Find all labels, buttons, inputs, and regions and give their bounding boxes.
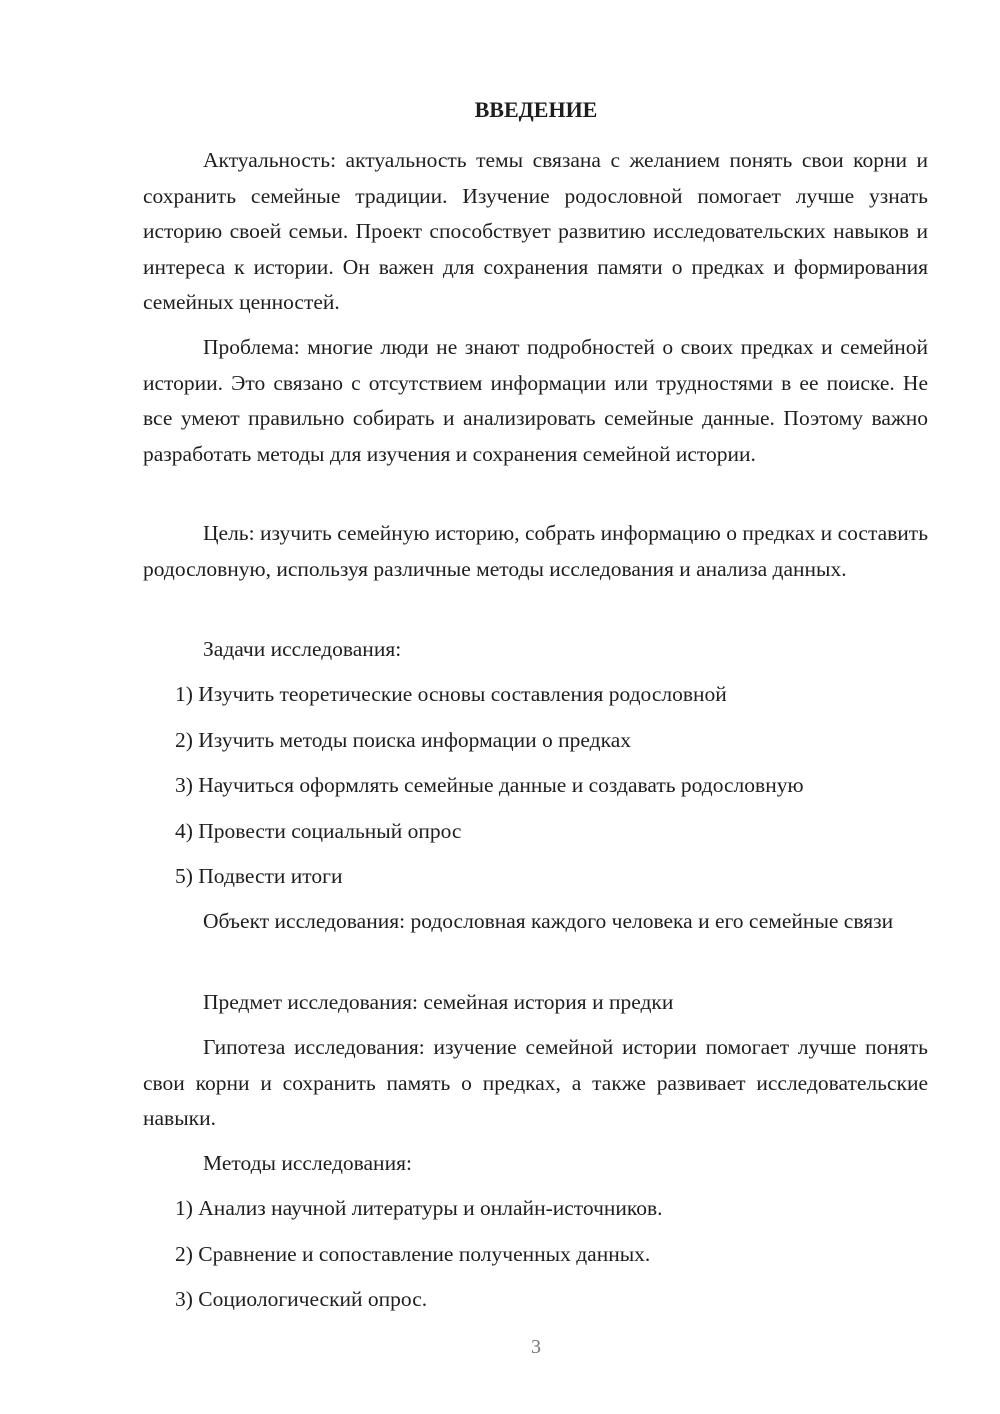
page-number: 3 <box>531 1336 541 1358</box>
subject-paragraph: Предмет исследования: семейная история и предки <box>203 990 674 1014</box>
method-item: 2) Сравнение и сопоставление полученных данных. <box>175 1242 651 1266</box>
tasks-heading: Задачи исследования: <box>203 637 402 661</box>
relevance-paragraph: Актуальность: актуальность темы связана с желанием понять свои корни и сохранить семейные традиции. Изучение родословной помогает лучше узнать историю своей семьи. Проект способствует развитию исследовательских навыков и интереса к истории. Он важен для сохранения памяти о предках и формирования семейных ценностей. <box>143 148 928 314</box>
object-paragraph: Объект исследования: родословная каждого человека и его семейные связи <box>203 909 894 933</box>
task-item: 1) Изучить теоретические основы составления родословной <box>175 682 727 706</box>
method-item: 3) Социологический опрос. <box>175 1287 428 1311</box>
method-item: 1) Анализ научной литературы и онлайн-источников. <box>175 1196 663 1220</box>
task-item: 2) Изучить методы поиска информации о предках <box>175 728 631 752</box>
methods-heading: Методы исследования: <box>203 1151 412 1175</box>
task-item: 4) Провести социальный опрос <box>175 819 462 843</box>
task-item: 3) Научиться оформлять семейные данные и создавать родословную <box>175 773 804 797</box>
goal-paragraph: Цель: изучить семейную историю, собрать информацию о предках и составить родословную, используя различные методы исследования и анализа данных. <box>143 521 928 581</box>
problem-paragraph: Проблема: многие люди не знают подробностей о своих предках и семейной истории. Это связано с отсутствием информации или трудностями в ее поиске. Не все умеют правильно собирать и анализировать семейные данные. Поэтому важно разработать методы для изучения и сохранения семейной истории. <box>143 335 928 466</box>
hypothesis-paragraph: Гипотеза исследования: изучение семейной истории помогает лучше понять свои корни и сохранить память о предках, а также развивает исследовательские навыки. <box>143 1035 928 1130</box>
page-title: ВВЕДЕНИЕ <box>474 97 598 122</box>
task-item: 5) Подвести итоги <box>175 864 343 888</box>
